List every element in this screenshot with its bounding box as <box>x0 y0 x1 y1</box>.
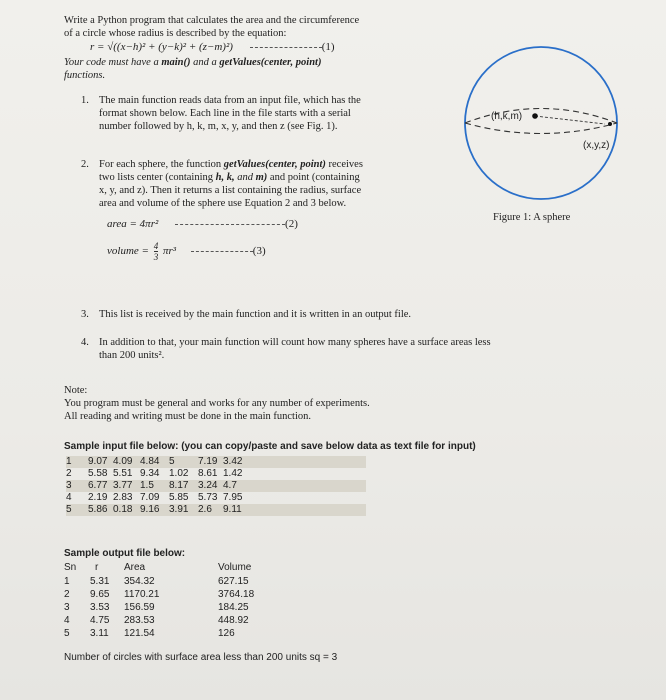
input-cell: 9.11 <box>223 504 242 515</box>
equator-front <box>465 123 617 134</box>
input-cell: 5.58 <box>88 468 108 479</box>
input-cell: 1.5 <box>140 480 154 491</box>
output-serial: 4 <box>64 615 70 626</box>
output-header: r <box>95 562 99 573</box>
input-cell: 3.42 <box>223 456 243 467</box>
surface-point <box>608 122 612 126</box>
input-cell: 5.73 <box>198 492 218 503</box>
intro-line-2: of a circle whose radius is described by the equation: <box>64 28 287 39</box>
input-cell: 3.77 <box>113 480 133 491</box>
input-cell: 2.19 <box>88 492 108 503</box>
input-serial: 3 <box>66 480 72 491</box>
sphere-figure <box>455 44 627 224</box>
input-serial: 4 <box>66 492 72 503</box>
input-cell: 7.09 <box>140 492 160 503</box>
output-title: Sample output file below: <box>64 548 186 559</box>
output-serial: 3 <box>64 602 70 613</box>
volume-equation: volume = $\frac{4}{3}$ πr³ (3) <box>107 241 266 262</box>
output-cell: 283.53 <box>124 615 155 626</box>
input-cell: 4.09 <box>113 456 133 467</box>
center-point <box>532 113 538 119</box>
input-cell: 9.07 <box>88 456 108 467</box>
input-cell: 8.17 <box>169 480 189 491</box>
output-cell: 1170.21 <box>124 589 160 600</box>
input-cell: 2.6 <box>198 504 212 515</box>
input-serial: 5 <box>66 504 72 515</box>
item-2-number: 2. <box>81 159 89 170</box>
input-cell: 4.7 <box>223 480 237 491</box>
intro-line-1: Write a Python program that calculates the area and the circumference <box>64 15 360 26</box>
item-2-line-4: area and volume of the sphere use Equation 2 and 3 below. <box>99 198 347 209</box>
input-cell: 7.19 <box>198 456 218 467</box>
input-cell: 3.24 <box>198 480 218 491</box>
input-cell: 9.34 <box>140 468 160 479</box>
input-serial: 2 <box>66 468 72 479</box>
output-cell: 354.32 <box>124 576 155 587</box>
input-cell: 6.77 <box>88 480 108 491</box>
input-cell: 5.85 <box>169 492 189 503</box>
item-4-line-1: In addition to that, your main function will count how many spheres have a surface areas less <box>99 337 491 348</box>
item-1-line-3: number followed by h, k, m, x, y, and then z (see Fig. 1). <box>99 121 338 132</box>
output-cell: 3.53 <box>90 602 110 613</box>
input-row-highlight <box>66 504 366 516</box>
input-cell: 7.95 <box>223 492 243 503</box>
output-cell: 121.54 <box>124 628 155 639</box>
output-serial: 1 <box>64 576 70 587</box>
intro-line-3: Your code must have a main() and a getValues(center, point) <box>64 57 322 68</box>
output-cell: 156.59 <box>124 602 155 613</box>
item-3-number: 3. <box>81 309 89 320</box>
point-label: (x,y,z) <box>583 140 610 151</box>
input-serial: 1 <box>66 456 72 467</box>
output-cell: 448.92 <box>218 615 249 626</box>
output-header: Area <box>124 562 146 573</box>
output-cell: 3.11 <box>90 628 109 639</box>
item-2-line-3: x, y, and z). Then it returns a list containing the radius, surface <box>99 185 362 196</box>
input-cell: 5 <box>169 456 175 467</box>
item-3-text: This list is received by the main function and it is written in an output file. <box>99 309 412 320</box>
item-1-number: 1. <box>81 95 89 106</box>
input-cell: 1.02 <box>169 468 189 479</box>
output-cell: 126 <box>218 628 235 639</box>
output-cell: 4.75 <box>90 615 110 626</box>
item-1-line-1: The main function reads data from an input file, which has the <box>99 95 361 106</box>
output-serial: 5 <box>64 628 70 639</box>
input-cell: 5.51 <box>113 468 133 479</box>
input-cell: 5.86 <box>88 504 108 515</box>
input-cell: 9.16 <box>140 504 160 515</box>
input-cell: 3.91 <box>169 504 189 515</box>
input-cell: 8.61 <box>198 468 218 479</box>
figure-caption: Figure 1: A sphere <box>493 212 571 223</box>
radius-equation: r = √((x−h)² + (y−k)² + (z−m)²) (1) <box>90 41 335 53</box>
intro-line-4: functions. <box>64 70 106 81</box>
output-cell: 184.25 <box>218 602 249 613</box>
item-4-number: 4. <box>81 337 89 348</box>
input-cell: 4.84 <box>140 456 160 467</box>
center-label: (h,k,m) <box>491 111 523 122</box>
area-equation: area = 4πr² (2) <box>107 218 298 230</box>
output-header: Sn <box>64 562 77 573</box>
output-cell: 5.31 <box>90 576 110 587</box>
output-cell: 9.65 <box>90 589 110 600</box>
input-title: Sample input file below: (you can copy/paste and save below data as text file for input) <box>64 441 476 452</box>
input-cell: 0.18 <box>113 504 133 515</box>
note-line-2: All reading and writing must be done in the main function. <box>64 411 311 422</box>
output-summary: Number of circles with surface area less than 200 units sq = 3 <box>64 652 338 663</box>
input-cell: 2.83 <box>113 492 133 503</box>
item-1-line-2: format shown below. Each line in the file starts with a serial <box>99 108 351 119</box>
item-2-line-2: two lists center (containing h, k, and m) and point (containing <box>99 172 360 183</box>
note-line-1: You program must be general and works for any number of experiments. <box>64 398 370 409</box>
item-2-line-1: For each sphere, the function getValues(center, point) receives <box>99 159 363 170</box>
item-4-line-2: than 200 units². <box>99 350 165 361</box>
sphere-diagram <box>455 44 627 204</box>
output-serial: 2 <box>64 589 70 600</box>
output-cell: 3764.18 <box>218 589 255 600</box>
equator-back <box>465 109 617 124</box>
output-cell: 627.15 <box>218 576 249 587</box>
output-header: Volume <box>218 562 252 573</box>
radius-line <box>535 116 605 124</box>
sphere-outline <box>465 47 617 199</box>
input-cell: 1.42 <box>223 468 243 479</box>
note-title: Note: <box>64 385 88 396</box>
